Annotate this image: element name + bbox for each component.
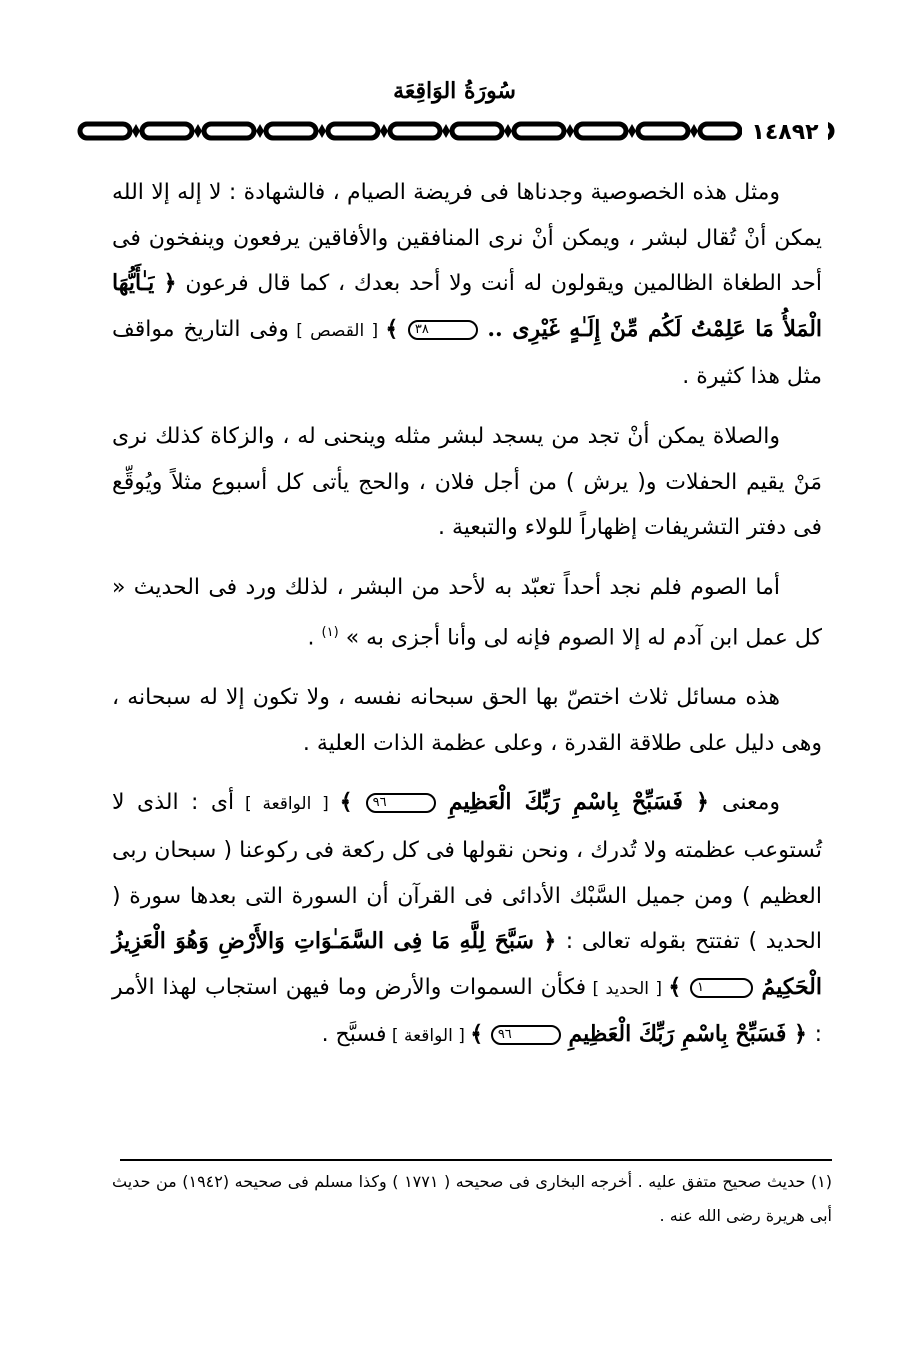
quran-verse: ﴿ سَبَّحَ لِلَّهِ مَا فِى السَّمَـٰوَاتِ وَالأَرْضِ وَهُوَ الْعَزِيزُ الْحَكِيمُ [112, 928, 822, 1000]
surah-reference: [ الواقعة ] [234, 794, 340, 815]
text-run: فسبَّح . [321, 1022, 387, 1048]
text-run: هذه مسائل ثلاث اختصّ بها الحق سبحانه نفسه ، ولا تكون إلا له سبحانه ، وهى دليل على طلاقة القدرة ، وعلى عظمة الذات العلية . [112, 685, 822, 756]
verse-number-badge: ١ [690, 978, 753, 998]
surah-reference: [ القصص ] [288, 320, 386, 341]
footnotes [112, 1165, 832, 1233]
main-text [112, 170, 822, 1074]
text-run: وفى التاريخ مواقف مثل هذا كثيرة . [112, 316, 822, 390]
surah-reference: [ الحديد ] [586, 978, 669, 999]
quran-verse: ﴿ يَـٰأَيُّهَا الْمَلأُ مَا عَلِمْتُ لَكُم مِّنْ إِلَـٰهٍ غَيْرِى .. [112, 270, 823, 342]
header-ornament-border [76, 118, 836, 144]
quran-bracket-close: ﴾ [470, 1021, 491, 1048]
footnote-1: (١) حديث صحيح متفق عليه . أخرجه البخارى فى صحيحه ( ١٧٧١ ) وكذا مسلم فى صحيحه (١٩٤٢) من حديث أبى هريرة رضى الله عنه . [112, 1172, 833, 1225]
text-run: . [307, 625, 322, 651]
quran-bracket-close: ﴾ [385, 315, 408, 342]
quran-verse: ﴿ فَسَبِّحْ بِاسْمِ رَبِّكَ الْعَظِيمِ [435, 789, 723, 816]
text-run: أى : الذى لا تُستوعب عظمته ولا تُدرك ، ونحن نقولها فى كل ركعة فى ركوعنا ( سبحان ربى العظيم ) ومن جميل السَّبْك الأدائى فى القرآن أن السورة التى بعدها سورة ( الحديد ) تفتتح بقوله تعالى : [112, 790, 823, 955]
footnote-separator [120, 1159, 832, 1161]
page-number: ١٤٨٩٢ [742, 120, 828, 145]
paragraph-1 [112, 170, 822, 400]
verse-number-badge: ٣٨ [408, 320, 478, 340]
text-run: أما الصوم فلم نجد أحداً تعبّد به لأحد من البشر ، لذلك ورد فى الحديث « كل عمل ابن آدم له إلا الصوم فإنه لى وأنا أجزى به » [112, 574, 822, 651]
text-run: ومعنى [722, 790, 781, 816]
paragraph-3 [112, 565, 822, 662]
paragraph-5 [112, 780, 822, 1060]
verse-number-badge: ٩٦ [366, 793, 436, 813]
surah-reference: [ الواقعة ] [386, 1026, 471, 1047]
paragraph-4 [112, 675, 822, 766]
quran-verse: ﴿ فَسَبِّحْ بِاسْمِ رَبِّكَ الْعَظِيمِ [560, 1021, 815, 1048]
quran-bracket-close: ﴾ [339, 789, 366, 816]
verse-number-badge: ٩٦ [491, 1025, 561, 1045]
text-run: والصلاة يمكن أنْ تجد من يسجد لبشر مثله وينحنى له ، والزكاة كذلك نرى مَنْ يقيم الحفلات و( يرش ) من أجل فلان ، والحج يأتى كل أسبوع مثلاً ويُوقِّع فى دفتر التشريفات إظهاراً للولاء والتبعية . [112, 423, 822, 541]
surah-title: سُورَةُ الوَاقِعَة [393, 78, 516, 104]
footnote-marker: (١) [321, 625, 339, 641]
paragraph-2 [112, 414, 822, 551]
quran-bracket-close: ﴾ [668, 973, 690, 1000]
text-run: فكأن السموات والأرض وما فيهن استجاب لهذا الأمر : [112, 974, 822, 1048]
text-run: ومثل هذه الخصوصية وجدناها فى فريضة الصيام ، فالشهادة : لا إله إلا الله يمكن أنْ تُقال لبشر ، ويمكن أنْ نرى المنافقين والأفاقين يرفعون وينفخون فى أحد الطغاة الظالمين ويقولون له أنت ولا أحد بعدك ، كما قال فرعون [112, 180, 822, 297]
